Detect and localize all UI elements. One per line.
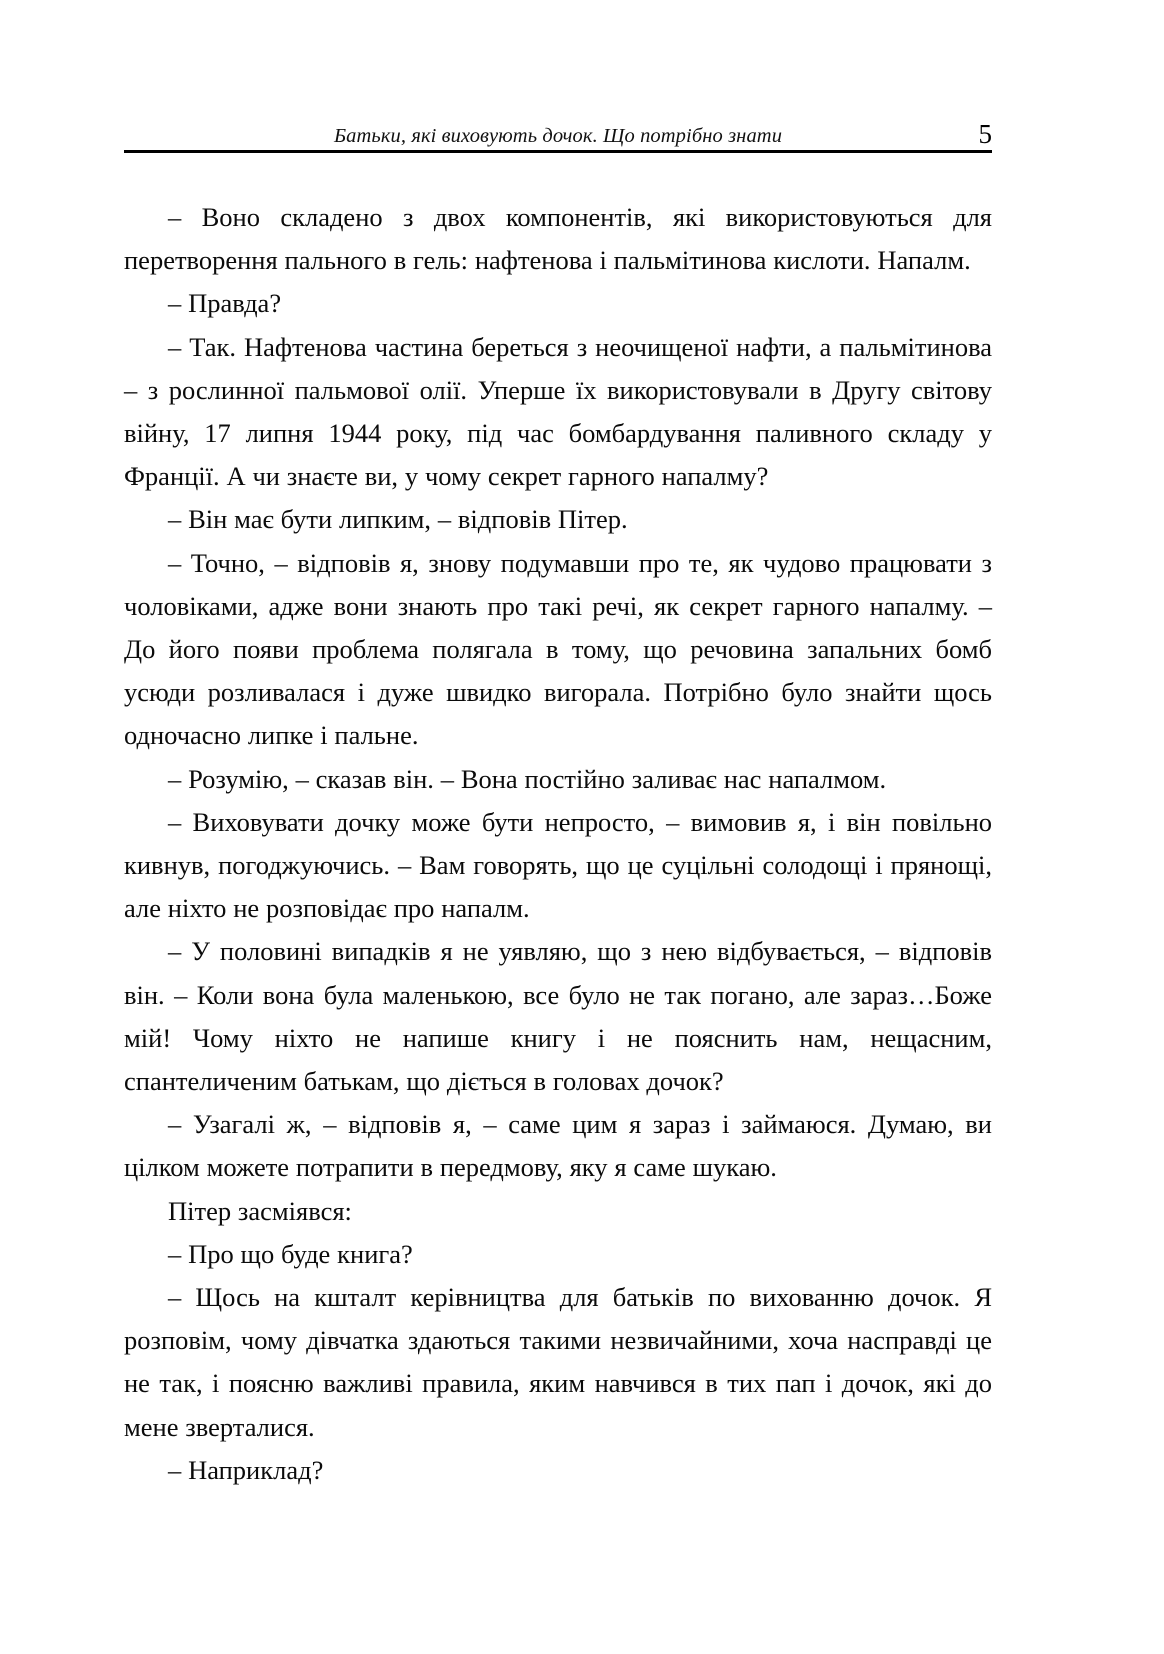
- body-paragraph: Пітер засміявся:: [168, 1195, 352, 1226]
- body-paragraph: – Він має бути липким, – відповів Пітер.: [168, 504, 628, 535]
- body-paragraph: – Наприклад?: [168, 1454, 324, 1485]
- body-text-block: [124, 196, 992, 1492]
- body-paragraph: – Щось на кшталт керівництва для батьків по вихованню дочок. Я розповім, чому дівчатка здаються такими незвичайними, хоча насправді це не так, і поясню важливі правила, яким навчився в тих пап і дочок, які до мене зверталися.: [124, 1282, 992, 1442]
- body-paragraph: – Точно, – відповів я, знову подумавши про те, як чудово працювати з чоловіками, адже вони знають про такі речі, як секрет гарного напалму. – До його появи проблема полягала в тому, що речовина запальних бомб усюди розливалася і дуже швидко вигорала. Потрібно було знайти щось одночасно липке і пальне.: [124, 547, 992, 751]
- page-number: 5: [978, 119, 992, 149]
- running-header: [124, 108, 992, 148]
- body-paragraph: – Про що буде книга?: [168, 1238, 413, 1269]
- body-paragraph: – Так. Нафтенова частина береться з неочищеної нафти, а пальмітинова – з рослинної пальмової олії. Уперше їх використовували в Другу світову війну, 17 липня 1944 року, під час бомбардування паливного складу у Франції. А чи знаєте ви, у чому секрет гарного напалму?: [124, 331, 992, 492]
- body-paragraph: – Виховувати дочку може бути непросто, – вимовив я, і він повільно кивнув, погоджуючись. – Вам говорять, що це суцільні солодощі і прянощі, але ніхто не розповідає про напалм.: [124, 806, 992, 924]
- body-paragraph: – Розумію, – сказав він. – Вона постійно заливає нас напалмом.: [168, 763, 887, 794]
- body-paragraph: – Воно складено з двох компонентів, які використовуються для перетворення пального в гель: нафтенова і пальмітинова кислоти. Напалм.: [124, 202, 992, 276]
- body-paragraph: – У половині випадків я не уявляю, що з нею відбувається, – відповів він. – Коли вона була маленькою, все було не так погано, але зараз…Боже мій! Чому ніхто не напише книгу і не пояснить нам, нещасним, спантеличеним батькам, що діється в головах дочок?: [124, 936, 992, 1097]
- header-divider-rule: [124, 150, 992, 153]
- body-paragraph: – Правда?: [168, 288, 282, 319]
- running-header-title: Батьки, які виховують дочок. Що потрібно знати: [333, 125, 783, 147]
- body-paragraph: – Узагалі ж, – відповів я, – саме цим я зараз і займаюся. Думаю, ви цілком можете потрапити в передмову, яку я саме шукаю.: [124, 1109, 992, 1183]
